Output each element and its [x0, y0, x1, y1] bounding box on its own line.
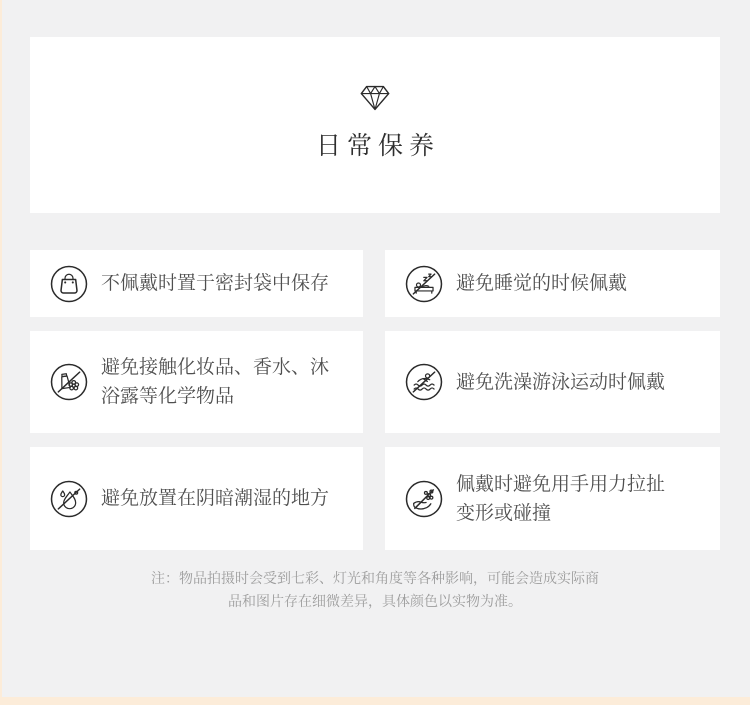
- care-card-damp: [30, 447, 363, 550]
- no-swimming-icon: [405, 363, 443, 401]
- care-card-swimming: [385, 331, 720, 433]
- bottom-accent-strip: [0, 697, 750, 705]
- care-card-storage: [30, 250, 363, 317]
- card-line: 避免睡觉的时候佩戴: [456, 273, 628, 294]
- no-pulling-icon: [405, 480, 443, 518]
- page-title: 日常保养: [315, 132, 440, 160]
- care-card-text: [456, 368, 665, 397]
- card-line: 避免接触化妆品、香水、沐: [101, 357, 330, 378]
- care-card-text: [456, 470, 665, 528]
- care-card-text: [456, 269, 627, 298]
- disclaimer-line: 注：物品拍摄时会受到七彩、灯光和角度等各种影响，可能会造成实际商: [151, 570, 599, 586]
- card-line: 避免放置在阴暗潮湿的地方: [101, 488, 330, 509]
- card-line: 避免洗澡游泳运动时佩戴: [456, 371, 666, 393]
- diamond-icon: [360, 84, 390, 117]
- no-damp-icon: [50, 480, 88, 518]
- disclaimer-line: 品和图片存在细微差异，具体颜色以实物为准。: [228, 593, 522, 609]
- care-card-pulling: [385, 447, 720, 550]
- no-cosmetics-icon: [50, 363, 88, 401]
- card-line: 浴露等化学物品: [101, 386, 235, 407]
- care-card-chemicals: [30, 331, 363, 433]
- shopping-bag-icon: [50, 265, 88, 303]
- card-line: 佩戴时避免用手用力拉扯: [456, 473, 666, 495]
- care-card-sleep: [385, 250, 720, 317]
- header-card: [30, 37, 720, 213]
- disclaimer-note: [0, 567, 750, 613]
- care-cards-grid: [30, 250, 720, 550]
- care-card-text: [101, 484, 329, 513]
- no-sleep-icon: [405, 265, 443, 303]
- care-card-text: [101, 353, 329, 411]
- card-line: 变形或碰撞: [456, 502, 552, 524]
- card-line: 不佩戴时置于密封袋中保存: [101, 273, 330, 294]
- care-card-text: [101, 269, 329, 298]
